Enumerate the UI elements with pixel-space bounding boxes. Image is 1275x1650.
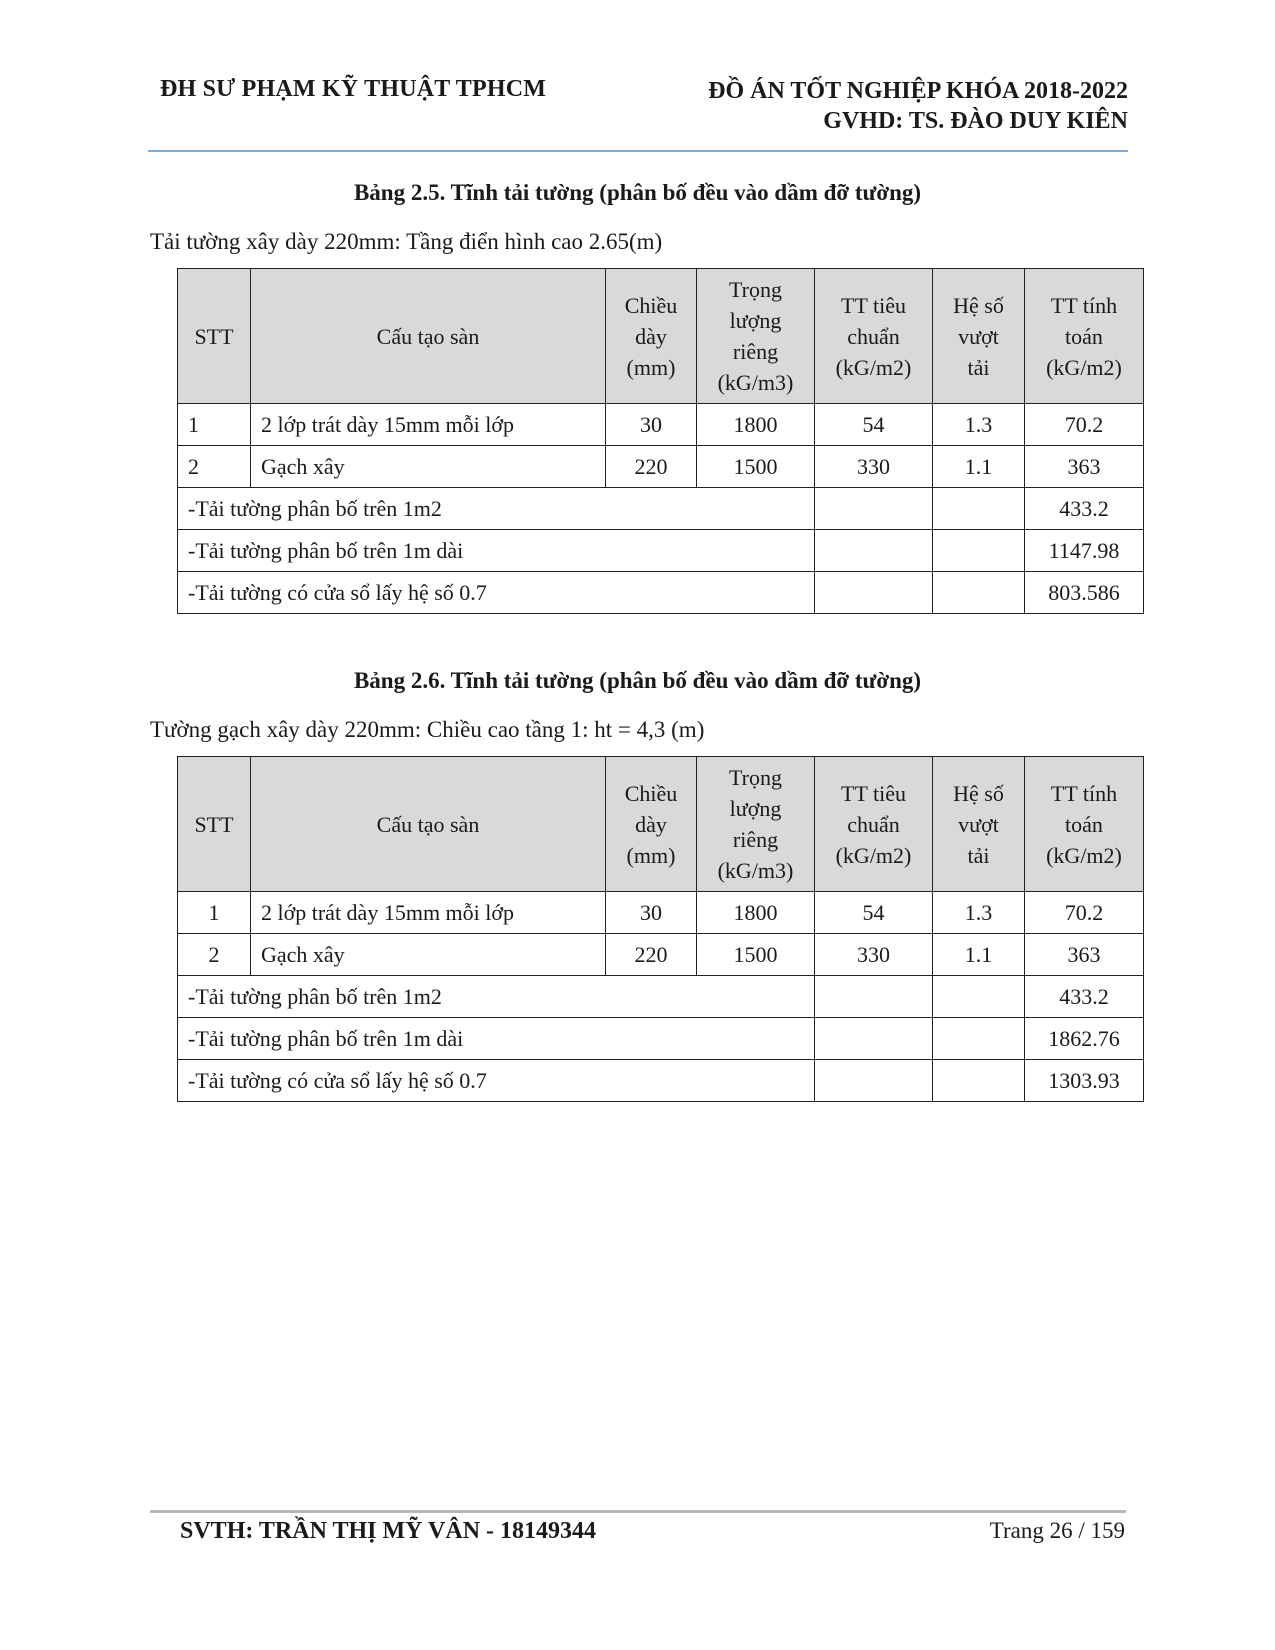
summary-empty [815, 976, 933, 1018]
row-unit-weight: 1800 [697, 404, 815, 446]
footer-divider [150, 1510, 1126, 1513]
summary-empty [933, 530, 1025, 572]
summary-row [178, 1060, 1144, 1102]
university-name: ĐH SƯ PHẠM KỸ THUẬT TPHCM [160, 76, 547, 102]
col-unit-weight: Trọng lượng riêng (kG/m3) [697, 757, 815, 892]
row-layer: 2 lớp trát dày 15mm mỗi lớp [251, 404, 606, 446]
col-thickness: Chiều dày (mm) [606, 757, 697, 892]
summary-row [178, 530, 1144, 572]
table-row [178, 934, 1144, 976]
page-header [150, 72, 1128, 132]
summary-empty [815, 572, 933, 614]
summary-empty [815, 488, 933, 530]
summary-value: 1303.93 [1025, 1060, 1144, 1102]
col-standard-load: TT tiêu chuẩn (kG/m2) [815, 269, 933, 404]
row-stt: 1 [178, 404, 251, 446]
table-header-row [178, 269, 1144, 404]
table2-intro: Tường gạch xây dày 220mm: Chiều cao tầng 1: ht = 4,3 (m) [150, 717, 705, 742]
row-standard: 54 [815, 892, 933, 934]
summary-row [178, 572, 1144, 614]
row-standard: 54 [815, 404, 933, 446]
col-layer: Cấu tạo sàn [251, 269, 606, 404]
table2-caption: Bảng 2.6. Tĩnh tải tường (phân bố đều vào dầm đỡ tường) [353, 668, 922, 693]
table-row [178, 404, 1144, 446]
row-layer: 2 lớp trát dày 15mm mỗi lớp [251, 892, 606, 934]
row-unit-weight: 1800 [697, 892, 815, 934]
summary-value: 433.2 [1025, 488, 1144, 530]
row-design: 363 [1025, 934, 1144, 976]
summary-label: -Tải tường phân bố trên 1m2 [178, 976, 815, 1018]
col-stt: STT [178, 757, 251, 892]
summary-empty [815, 1018, 933, 1060]
table1-caption: Bảng 2.5. Tĩnh tải tường (phân bố đều vào dầm đỡ tường) [353, 180, 922, 205]
summary-row [178, 976, 1144, 1018]
row-standard: 330 [815, 934, 933, 976]
summary-label: -Tải tường phân bố trên 1m dài [178, 1018, 815, 1060]
row-factor: 1.1 [933, 446, 1025, 488]
row-standard: 330 [815, 446, 933, 488]
row-thickness: 30 [606, 404, 697, 446]
col-thickness: Chiều dày (mm) [606, 269, 697, 404]
summary-empty [815, 530, 933, 572]
row-design: 70.2 [1025, 892, 1144, 934]
summary-empty [933, 1018, 1025, 1060]
row-stt: 2 [178, 934, 251, 976]
summary-label: -Tải tường có cửa sổ lấy hệ số 0.7 [178, 572, 815, 614]
summary-label: -Tải tường phân bố trên 1m2 [178, 488, 815, 530]
table-header-row [178, 757, 1144, 892]
row-unit-weight: 1500 [697, 934, 815, 976]
row-layer: Gạch xây [251, 934, 606, 976]
col-design-load: TT tính toán (kG/m2) [1025, 269, 1144, 404]
summary-empty [815, 1060, 933, 1102]
row-design: 70.2 [1025, 404, 1144, 446]
summary-empty [933, 976, 1025, 1018]
summary-value: 803.586 [1025, 572, 1144, 614]
table1 [177, 268, 1144, 614]
summary-empty [933, 1060, 1025, 1102]
row-thickness: 220 [606, 446, 697, 488]
summary-row [178, 1018, 1144, 1060]
row-factor: 1.1 [933, 934, 1025, 976]
summary-label: -Tải tường phân bố trên 1m dài [178, 530, 815, 572]
summary-value: 1862.76 [1025, 1018, 1144, 1060]
summary-value: 433.2 [1025, 976, 1144, 1018]
header-divider [148, 150, 1128, 152]
supervisor: GVHD: TS. ĐÀO DUY KIÊN [823, 108, 1128, 134]
table-row [178, 446, 1144, 488]
row-thickness: 30 [606, 892, 697, 934]
project-info [708, 76, 1128, 136]
col-layer: Cấu tạo sàn [251, 757, 606, 892]
table1-intro: Tải tường xây dày 220mm: Tầng điển hình cao 2.65(m) [150, 229, 663, 254]
col-design-load: TT tính toán (kG/m2) [1025, 757, 1144, 892]
col-unit-weight: Trọng lượng riêng (kG/m3) [697, 269, 815, 404]
col-standard-load: TT tiêu chuẩn (kG/m2) [815, 757, 933, 892]
row-unit-weight: 1500 [697, 446, 815, 488]
project-title: ĐỒ ÁN TỐT NGHIỆP KHÓA 2018-2022 [708, 78, 1128, 104]
summary-value: 1147.98 [1025, 530, 1144, 572]
student-info: SVTH: TRẦN THỊ MỸ VÂN - 18149344 [180, 1518, 597, 1544]
table-row [178, 892, 1144, 934]
table2 [177, 756, 1144, 1102]
row-design: 363 [1025, 446, 1144, 488]
page-number: Trang 26 / 159 [989, 1518, 1125, 1543]
col-stt: STT [178, 269, 251, 404]
col-load-factor: Hệ số vượt tải [933, 757, 1025, 892]
row-layer: Gạch xây [251, 446, 606, 488]
row-thickness: 220 [606, 934, 697, 976]
summary-row [178, 488, 1144, 530]
summary-empty [933, 572, 1025, 614]
row-factor: 1.3 [933, 404, 1025, 446]
col-load-factor: Hệ số vượt tải [933, 269, 1025, 404]
summary-label: -Tải tường có cửa sổ lấy hệ số 0.7 [178, 1060, 815, 1102]
row-stt: 1 [178, 892, 251, 934]
row-stt: 2 [178, 446, 251, 488]
summary-empty [933, 488, 1025, 530]
row-factor: 1.3 [933, 892, 1025, 934]
